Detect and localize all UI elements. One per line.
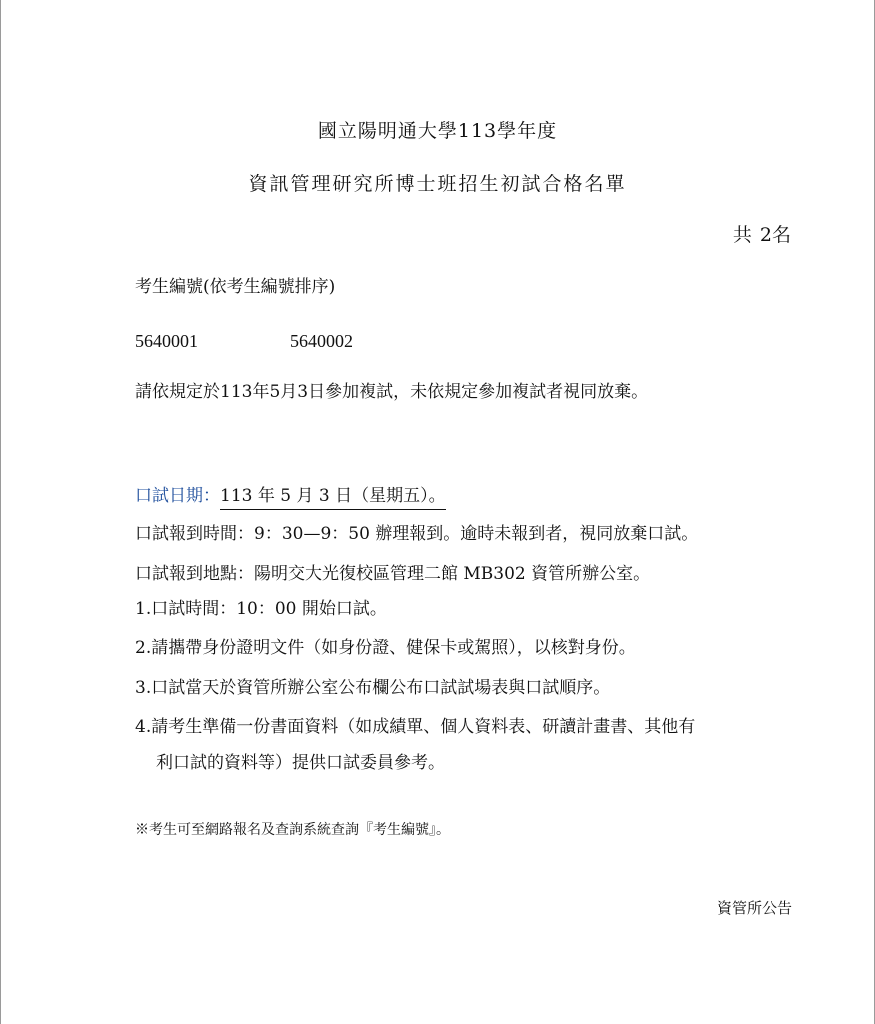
candidate-id-label: 考生編號(依考生編號排序) <box>135 277 336 297</box>
retest-notice: 請依規定於113年5月3日參加複試，未依規定參加複試者視同放棄。 <box>135 382 649 402</box>
title-admission-list: 資訊管理研究所博士班招生初試合格名單 <box>248 173 627 195</box>
checkin-time: 口試報到時間：9：30—9：50 辦理報到。逾時未報到者，視同放棄口試。 <box>135 524 699 544</box>
count-value: 2名 <box>759 224 791 246</box>
footnote: ※考生可至網路報名及查詢系統查詢『考生編號』。 <box>135 822 450 838</box>
rule-item: 2.請攜帶身份證明文件（如身份證、健保卡或駕照），以核對身份。 <box>135 638 636 658</box>
signoff: 資管所公告 <box>716 899 792 917</box>
rule-item: 4.請考生準備一份書面資料（如成績單、個人資料表、研讀計畫書、其他有 <box>135 717 696 737</box>
rule-item-continuation: 利口試的資料等）提供口試委員參考。 <box>156 753 445 773</box>
oral-date-value: 113 年 5 月 3 日（星期五）。 <box>220 486 446 510</box>
count-prefix: 共 <box>732 224 752 246</box>
candidate-id: 5640001 <box>135 331 198 351</box>
checkin-place: 口試報到地點：陽明交大光復校區管理二館 MB302 資管所辦公室。 <box>135 564 651 584</box>
total-count <box>733 226 791 245</box>
oral-exam-date <box>135 488 446 505</box>
title-university-year: 國立陽明通大學113學年度 <box>317 120 558 142</box>
rule-item: 1.口試時間：10：00 開始口試。 <box>135 599 387 619</box>
oral-date-label: 口試日期： <box>135 486 220 506</box>
candidate-id: 5640002 <box>290 331 353 351</box>
rule-item: 3.口試當天於資管所辦公室公布欄公布口試試場表與口試順序。 <box>135 678 611 698</box>
